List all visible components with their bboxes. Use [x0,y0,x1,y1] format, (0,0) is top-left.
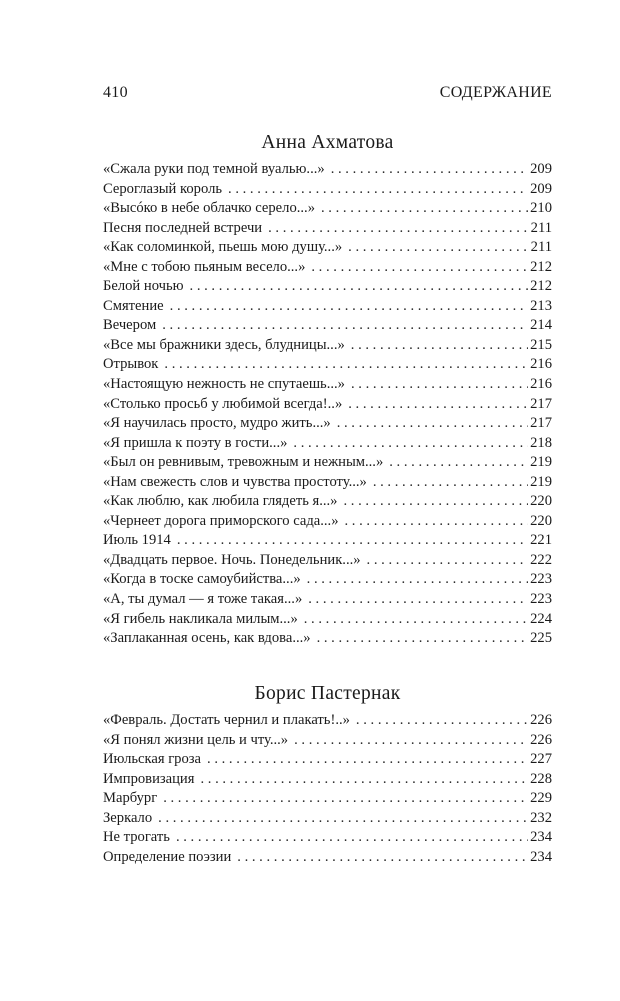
toc-entry [103,395,552,415]
toc-entry [103,453,552,473]
section-author-title: Анна Ахматова [261,132,394,153]
dot-leader [304,610,528,630]
toc-entry [103,512,552,532]
running-title: СОДЕРЖАНИЕ [439,84,552,101]
toc-list [103,160,552,649]
dot-leader [307,570,528,590]
dot-leader [367,551,529,571]
toc-entry-title: Вечером [103,317,157,334]
running-head [103,84,552,102]
dot-leader [177,531,528,551]
dot-leader [351,375,528,395]
toc-entry-title: «Я научилась просто, мудро жить...» [103,415,331,432]
toc-entry [103,355,552,375]
toc-entry-page: 229 [530,790,552,807]
toc-entry-page: 228 [530,770,552,787]
toc-entry [103,336,552,356]
toc-entry-title: «Столько просьб у любимой всегда!..» [103,395,343,412]
dot-leader [308,590,528,610]
toc-entry-title: «Февраль. Достать чернил и плакать!..» [103,712,350,728]
toc-entry-title: «Двадцать первое. Ночь. Понедельник...» [103,551,361,568]
dot-leader [200,770,528,790]
dot-leader [348,395,528,415]
toc-entry [103,238,552,258]
toc-entry-title: «Сжала руки под темной вуалью...» [103,161,325,177]
section-pasternak [103,683,552,867]
section-akhmatova [103,132,552,649]
section-author-title: Борис Пастернак [254,683,401,704]
toc-entry [103,551,552,571]
toc-entry-title: Песня последней встречи [103,219,263,236]
toc-entry [103,297,552,317]
toc-entry [103,531,552,551]
toc-entry-page: 225 [530,630,552,647]
toc-entry-title: Зеркало [103,809,153,826]
toc-entry-title: Определение поэзии [103,848,232,865]
toc-entry-title: «Мне с тобою пьяным весело...» [103,258,306,275]
toc-entry [103,473,552,493]
dot-leader [294,731,528,751]
toc-entry-title: «Высóко в небе облачко серело...» [103,200,315,217]
toc-entry-page: 214 [530,317,552,334]
dot-leader [389,453,528,473]
toc-entry [103,414,552,434]
toc-entry-page: 220 [530,493,552,510]
toc-entry-title: «Настоящую нежность не спутаешь...» [103,376,345,393]
dot-leader [351,336,528,356]
dot-leader [311,258,528,278]
toc-entry-title: Смятение [103,297,164,314]
toc-entry [103,770,552,790]
toc-entry-title: «Как соломинкой, пьешь мою душу...» [103,239,343,256]
toc-entry-title: Марбург [103,790,158,807]
dot-leader [190,277,529,297]
dot-leader [163,789,528,809]
toc-entry-page: 209 [530,161,552,177]
dot-leader [237,848,528,868]
toc-entry [103,711,552,731]
toc-entry-page: 223 [530,591,552,608]
toc-entry-title: Импровизация [103,770,195,787]
toc-entry-title: «Я гибель накликала милым...» [103,610,298,627]
dot-leader [343,492,528,512]
toc-entry-title: «А, ты думал — я тоже такая...» [103,591,303,608]
toc-entry-page: 222 [530,551,552,568]
toc-entry-page: 217 [530,395,552,412]
toc-entry-page: 216 [530,356,552,373]
toc-entry [103,731,552,751]
toc-entry [103,375,552,395]
toc-entry-page: 220 [530,512,552,529]
toc-entry-title: «Все мы бражники здесь, блудницы...» [103,336,345,353]
dot-leader [164,355,528,375]
toc-entry-page: 221 [530,532,552,549]
toc-list [103,711,552,867]
toc-entry [103,160,552,180]
dot-leader [348,238,528,258]
toc-entry [103,809,552,829]
dot-leader [317,629,529,649]
toc-entry-page: 212 [530,258,552,275]
toc-entry-page: 212 [530,278,552,295]
dot-leader [321,199,528,219]
toc-entry [103,219,552,239]
toc-entry-page: 213 [530,297,552,314]
toc-entry-title: «Я пришла к поэту в гости...» [103,434,288,451]
dot-leader [345,512,529,532]
toc-entry [103,629,552,649]
toc-entry-page: 219 [530,454,552,471]
toc-entry-title: «Нам свежесть слов и чувства простоту...» [103,473,367,490]
toc-entry [103,848,552,868]
toc-entry [103,492,552,512]
dot-leader [158,809,528,829]
toc-entry-page: 223 [530,571,552,588]
toc-entry [103,750,552,770]
toc-entry-page: 227 [530,751,552,768]
toc-entry-title: «Был он ревнивым, тревожным и нежным...» [103,454,384,471]
toc-entry-title: «Я понял жизни цель и чту...» [103,731,289,748]
toc-entry-page: 209 [530,180,552,197]
dot-leader [176,828,528,848]
dot-leader [356,711,528,731]
toc-entry [103,434,552,454]
dot-leader [170,297,528,317]
page-number: 410 [103,84,128,101]
toc-entry-title: Июльская гроза [103,751,202,768]
toc-entry [103,277,552,297]
toc-entry-title: «Как люблю, как любила глядеть я...» [103,493,338,510]
dot-leader [162,316,528,336]
toc-entry-page: 215 [530,336,552,353]
toc-entry [103,180,552,200]
toc-entry-page: 216 [530,376,552,393]
toc-entry-page: 224 [530,610,552,627]
toc-entry [103,828,552,848]
toc-entry [103,199,552,219]
toc-entry [103,570,552,590]
toc-entry-title: «Заплаканная осень, как вдова...» [103,630,311,647]
toc-entry-page: 211 [530,219,552,236]
toc-entry-page: 226 [530,712,552,728]
dot-leader [337,414,528,434]
toc-entry-title: «Чернеет дорога приморского сада...» [103,512,339,529]
toc-entry-page: 232 [530,809,552,826]
dot-leader [268,219,529,239]
toc-entry-page: 211 [530,239,552,256]
dot-leader [373,473,528,493]
toc-entry [103,258,552,278]
toc-entry-page: 218 [530,434,552,451]
toc-entry [103,316,552,336]
toc-entry-title: Июль 1914 [103,532,171,549]
toc-entry-title: «Когда в тоске самоубийства...» [103,571,301,588]
toc-entry [103,789,552,809]
toc-entry-title: Не трогать [103,829,170,846]
toc-entry-page: 234 [530,848,552,865]
toc-entry-title: Белой ночью [103,278,184,295]
toc-entry [103,590,552,610]
toc-entry [103,610,552,630]
toc-entry-title: Отрывок [103,356,159,373]
toc-entry-page: 210 [530,200,552,217]
toc-entry-page: 226 [530,731,552,748]
toc-entry-title: Сероглазый король [103,180,223,197]
toc-entry-page: 217 [530,415,552,432]
dot-leader [331,160,528,180]
toc-entry-page: 234 [530,829,552,846]
dot-leader [293,434,528,454]
dot-leader [207,750,528,770]
toc-entry-page: 219 [530,473,552,490]
dot-leader [228,180,528,200]
